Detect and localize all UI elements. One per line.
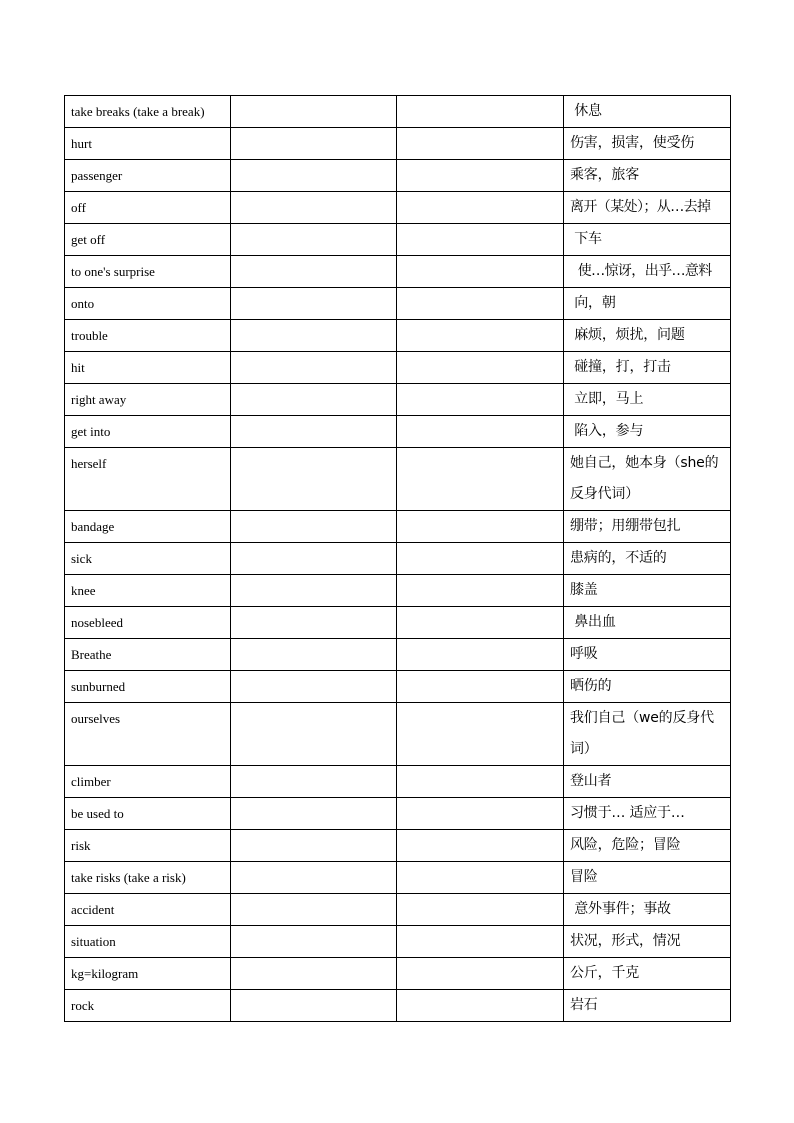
meaning-cell: 岩石 (564, 990, 731, 1022)
table-row (65, 703, 731, 766)
table-row (65, 320, 731, 352)
blank-cell (231, 384, 397, 416)
meaning-cell: 膝盖 (564, 575, 731, 607)
meaning-cell: 风险，危险；冒险 (564, 830, 731, 862)
blank-cell (397, 160, 564, 192)
blank-cell (397, 384, 564, 416)
meaning-cell: 伤害，损害，使受伤 (564, 128, 731, 160)
blank-cell (231, 671, 397, 703)
word-cell: hurt (65, 128, 231, 160)
blank-cell (397, 575, 564, 607)
meaning-cell: 离开（某处）；从…去掉 (564, 192, 731, 224)
blank-cell (397, 511, 564, 543)
word-cell: accident (65, 894, 231, 926)
blank-cell (231, 958, 397, 990)
table-row (65, 128, 731, 160)
blank-cell (397, 990, 564, 1022)
meaning-cell: 患病的，不适的 (564, 543, 731, 575)
blank-cell (231, 575, 397, 607)
blank-cell (397, 766, 564, 798)
word-cell: herself (65, 448, 231, 511)
blank-cell (231, 256, 397, 288)
table-row (65, 894, 731, 926)
blank-cell (231, 224, 397, 256)
blank-cell (231, 192, 397, 224)
meaning-cell: 陷入，参与 (564, 416, 731, 448)
table-row (65, 160, 731, 192)
meaning-cell: 她自己，她本身（she的反身代词） (564, 448, 731, 511)
meaning-cell: 呼吸 (564, 639, 731, 671)
word-cell: right away (65, 384, 231, 416)
word-cell: passenger (65, 160, 231, 192)
blank-cell (231, 288, 397, 320)
blank-cell (231, 511, 397, 543)
blank-cell (397, 96, 564, 128)
blank-cell (231, 798, 397, 830)
blank-cell (231, 543, 397, 575)
blank-cell (397, 894, 564, 926)
blank-cell (231, 766, 397, 798)
table-row (65, 671, 731, 703)
table-row (65, 639, 731, 671)
blank-cell (397, 798, 564, 830)
blank-cell (397, 958, 564, 990)
table-row (65, 96, 731, 128)
blank-cell (231, 990, 397, 1022)
blank-cell (231, 830, 397, 862)
blank-cell (231, 128, 397, 160)
meaning-cell: 冒险 (564, 862, 731, 894)
blank-cell (397, 288, 564, 320)
table-row (65, 448, 731, 511)
meaning-cell: 我们自己（we的反身代词） (564, 703, 731, 766)
word-cell: knee (65, 575, 231, 607)
meaning-cell: 乘客，旅客 (564, 160, 731, 192)
table-row (65, 224, 731, 256)
word-cell: rock (65, 990, 231, 1022)
word-cell: onto (65, 288, 231, 320)
meaning-cell: 碰撞，打，打击 (564, 352, 731, 384)
blank-cell (231, 862, 397, 894)
meaning-cell: 公斤，千克 (564, 958, 731, 990)
table-row (65, 511, 731, 543)
table-row (65, 543, 731, 575)
word-cell: be used to (65, 798, 231, 830)
word-cell: off (65, 192, 231, 224)
blank-cell (397, 926, 564, 958)
word-cell: sick (65, 543, 231, 575)
table-row (65, 862, 731, 894)
table-row (65, 926, 731, 958)
table-row (65, 192, 731, 224)
blank-cell (231, 703, 397, 766)
table-row (65, 416, 731, 448)
word-cell: situation (65, 926, 231, 958)
blank-cell (231, 416, 397, 448)
meaning-cell: 使…惊讶，出乎…意料 (564, 256, 731, 288)
table-row (65, 352, 731, 384)
blank-cell (397, 671, 564, 703)
blank-cell (231, 926, 397, 958)
meaning-cell: 登山者 (564, 766, 731, 798)
blank-cell (231, 607, 397, 639)
word-cell: nosebleed (65, 607, 231, 639)
blank-cell (397, 639, 564, 671)
blank-cell (397, 256, 564, 288)
blank-cell (397, 416, 564, 448)
blank-cell (231, 96, 397, 128)
table-row (65, 575, 731, 607)
word-cell: take breaks (take a break) (65, 96, 231, 128)
word-cell: Breathe (65, 639, 231, 671)
word-cell: take risks (take a risk) (65, 862, 231, 894)
blank-cell (397, 192, 564, 224)
word-cell: sunburned (65, 671, 231, 703)
blank-cell (231, 894, 397, 926)
word-cell: ourselves (65, 703, 231, 766)
word-cell: hit (65, 352, 231, 384)
meaning-cell: 下车 (564, 224, 731, 256)
table-row (65, 830, 731, 862)
meaning-cell: 鼻出血 (564, 607, 731, 639)
blank-cell (231, 448, 397, 511)
blank-cell (397, 830, 564, 862)
meaning-cell: 休息 (564, 96, 731, 128)
word-cell: bandage (65, 511, 231, 543)
meaning-cell: 晒伤的 (564, 671, 731, 703)
blank-cell (397, 607, 564, 639)
blank-cell (231, 639, 397, 671)
meaning-cell: 立即，马上 (564, 384, 731, 416)
blank-cell (397, 320, 564, 352)
blank-cell (397, 703, 564, 766)
blank-cell (397, 128, 564, 160)
blank-cell (231, 320, 397, 352)
blank-cell (397, 862, 564, 894)
meaning-cell: 向，朝 (564, 288, 731, 320)
word-cell: to one's surprise (65, 256, 231, 288)
meaning-cell: 意外事件；事故 (564, 894, 731, 926)
word-cell: kg=kilogram (65, 958, 231, 990)
meaning-cell: 绷带；用绷带包扎 (564, 511, 731, 543)
table-row (65, 958, 731, 990)
word-cell: get into (65, 416, 231, 448)
blank-cell (397, 352, 564, 384)
blank-cell (397, 448, 564, 511)
table-row (65, 384, 731, 416)
table-row (65, 798, 731, 830)
meaning-cell: 习惯于… 适应于… (564, 798, 731, 830)
meaning-cell: 状况，形式，情况 (564, 926, 731, 958)
word-cell: get off (65, 224, 231, 256)
word-cell: climber (65, 766, 231, 798)
blank-cell (397, 224, 564, 256)
blank-cell (231, 352, 397, 384)
vocabulary-table-body (65, 96, 731, 1022)
meaning-cell: 麻烦，烦扰，问题 (564, 320, 731, 352)
table-row (65, 256, 731, 288)
blank-cell (231, 160, 397, 192)
table-row (65, 990, 731, 1022)
table-row (65, 607, 731, 639)
vocabulary-table (64, 95, 731, 1022)
blank-cell (397, 543, 564, 575)
word-cell: risk (65, 830, 231, 862)
table-row (65, 766, 731, 798)
word-cell: trouble (65, 320, 231, 352)
table-row (65, 288, 731, 320)
